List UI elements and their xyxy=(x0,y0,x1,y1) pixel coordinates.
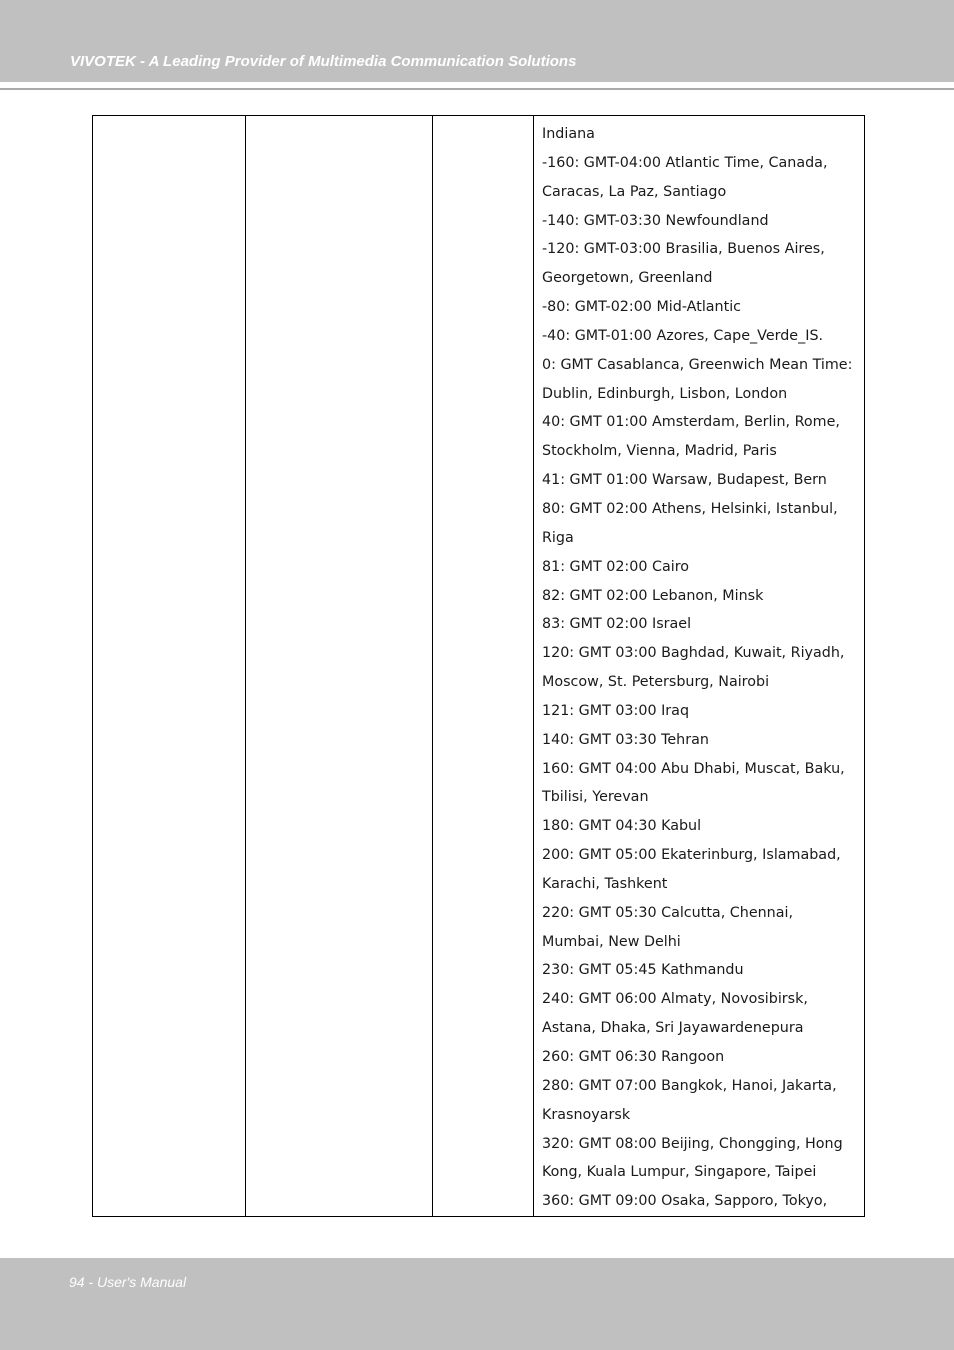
timezone-line: 260: GMT 06:30 Rangoon xyxy=(542,1049,725,1065)
table-cell-empty-2 xyxy=(246,116,433,1217)
timezone-line: -140: GMT-03:30 Newfoundland xyxy=(542,212,769,229)
header-title: VIVOTEK - A Leading Provider of Multimedia Communication Solutions xyxy=(70,53,577,70)
timezone-line: Krasnoyarsk xyxy=(542,1106,631,1123)
timezone-line: Georgetown, Greenland xyxy=(542,270,713,287)
timezone-line: Moscow, St. Petersburg, Nairobi xyxy=(542,674,770,691)
timezone-line: 140: GMT 03:30 Tehran xyxy=(542,731,709,748)
timezone-line: Mumbai, New Delhi xyxy=(542,933,681,950)
timezone-line: 83: GMT 02:00 Israel xyxy=(542,616,692,633)
timezone-line: 320: GMT 08:00 Beijing, Chongging, Hong xyxy=(542,1135,843,1152)
table-cell-empty-1 xyxy=(93,116,246,1217)
timezone-line: 81: GMT 02:00 Cairo xyxy=(542,558,690,575)
timezone-line: 40: GMT 01:00 Amsterdam, Berlin, Rome, xyxy=(542,414,840,431)
timezone-line: Tbilisi, Yerevan xyxy=(542,789,649,806)
timezone-line: -120: GMT-03:00 Brasilia, Buenos Aires, xyxy=(542,241,825,258)
timezone-line: 121: GMT 03:00 Iraq xyxy=(542,702,690,719)
table-row xyxy=(93,116,865,1217)
timezone-line: Indiana xyxy=(542,126,595,142)
timezone-line: -40: GMT-01:00 Azores, Cape_Verde_IS. xyxy=(542,327,824,344)
timezone-list xyxy=(534,116,864,1216)
timezone-line: 0: GMT Casablanca, Greenwich Mean Time: xyxy=(542,356,853,373)
timezone-line: 120: GMT 03:00 Baghdad, Kuwait, Riyadh, xyxy=(542,645,845,662)
timezone-line: 360: GMT 09:00 Osaka, Sapporo, Tokyo, xyxy=(542,1193,828,1210)
timezone-line: -80: GMT-02:00 Mid-Atlantic xyxy=(542,299,742,316)
timezone-line: Caracas, La Paz, Santiago xyxy=(542,183,727,200)
timezone-line: 230: GMT 05:45 Kathmandu xyxy=(542,962,744,979)
timezone-line: Riga xyxy=(542,529,574,546)
timezone-line: -160: GMT-04:00 Atlantic Time, Canada, xyxy=(542,154,828,171)
header-divider xyxy=(0,88,954,90)
timezone-line: 220: GMT 05:30 Calcutta, Chennai, xyxy=(542,904,794,921)
timezone-line: Astana, Dhaka, Sri Jayawardenepura xyxy=(542,1020,804,1037)
timezone-table xyxy=(92,115,865,1217)
page-header xyxy=(0,0,954,82)
page-footer xyxy=(0,1258,954,1350)
timezone-line: 240: GMT 06:00 Almaty, Novosibirsk, xyxy=(542,991,808,1008)
timezone-line: Kong, Kuala Lumpur, Singapore, Taipei xyxy=(542,1164,817,1181)
timezone-line: 180: GMT 04:30 Kabul xyxy=(542,818,702,835)
timezone-line: 160: GMT 04:00 Abu Dhabi, Muscat, Baku, xyxy=(542,760,845,777)
timezone-line: 41: GMT 01:00 Warsaw, Budapest, Bern xyxy=(542,472,827,489)
table-cell-empty-3 xyxy=(433,116,534,1217)
page-number-label: 94 - User's Manual xyxy=(69,1274,187,1290)
timezone-line: Karachi, Tashkent xyxy=(542,875,668,892)
timezone-line: 82: GMT 02:00 Lebanon, Minsk xyxy=(542,587,764,604)
timezone-line: Stockholm, Vienna, Madrid, Paris xyxy=(542,443,777,460)
timezone-line: 80: GMT 02:00 Athens, Helsinki, Istanbul, xyxy=(542,500,838,517)
timezone-line: 280: GMT 07:00 Bangkok, Hanoi, Jakarta, xyxy=(542,1077,837,1094)
timezone-line: 200: GMT 05:00 Ekaterinburg, Islamabad, xyxy=(542,847,841,864)
table-cell-timezones xyxy=(534,116,865,1217)
timezone-line: Dublin, Edinburgh, Lisbon, London xyxy=(542,385,788,402)
